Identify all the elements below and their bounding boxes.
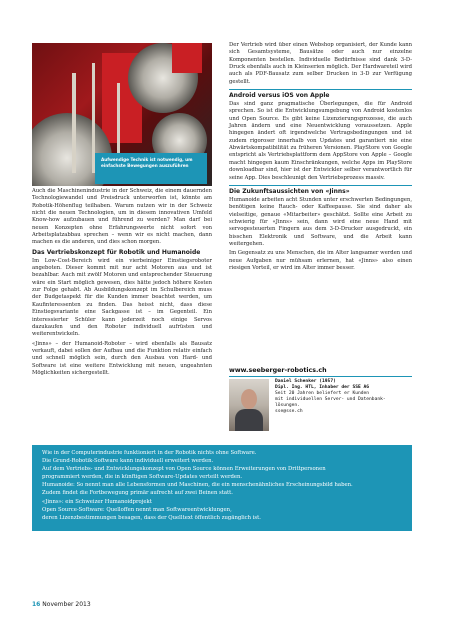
author-bio xyxy=(275,379,410,416)
page-number: 16 xyxy=(32,601,41,608)
paragraph: Auch die Maschinenindustrie in der Schweiz, die einem dauernden Technologiewandel und Preisdruck unterworfen ist, könnte am Robotik-Höhenflug teilhaben. Warum nutzen wir in der Schweiz nicht die neuen Technologien, um in diesem innovativen Umfeld Know-how aufzubauen und führend zu werden? Man darf bei neuen Konzepten ohne Erfahrungswerte nicht sofort von Arbeitsplatzabbau sprechen – wenn wir es nicht machen, dann machen es die anderen, und dies schon morgen. xyxy=(32,188,212,246)
author-title: Dipl. Ing. HTL, Inhaber der SSE AG xyxy=(275,385,370,391)
company-url[interactable]: www.seeberger-robotics.ch xyxy=(229,367,327,374)
author-bio-line: lösungen. xyxy=(275,403,300,409)
divider xyxy=(229,376,412,377)
summary-box xyxy=(32,445,412,531)
issue-date: November 2013 xyxy=(42,601,91,608)
author-bio-line: Seit 20 Jahren beliefert er Kunden xyxy=(275,391,370,397)
summary-line: Zudem findet die Fortbewegung primär aufrecht auf zwei Beinen statt. xyxy=(42,490,233,497)
author-bio-line: mit individuellen Server- und Datenbank- xyxy=(275,397,386,403)
author-email[interactable]: sse@sse.ch xyxy=(275,409,303,415)
paragraph: Der Vertrieb wird über einen Webshop organisiert, der Kunde kann sich Gesamtsysteme, Bausätze oder auch nur einzelne Komponenten bestellen. Individuelle Bedürfnisse sind dank 3-D-Druck ebenfalls auch in Kleinserien möglich. Der Hardwareteil wird auch als PDF-Bausatz zum selber Drucken in 3-D zur Verfügung gestellt. xyxy=(229,42,412,85)
paragraph: Humanoide arbeiten acht Stunden unter erschwerten Bedingungen, benötigen keine Rauch- oder Kaffeepause. Sie sind daher als vielseitige, genaue «Mitarbeiter» geschätzt. Sollte eine Arbeit zu schwierig für «Jinns» sein, dann wird eine neue Hand mit servogesteuerten Fingern aus dem 3-D-Drucker ausgedruckt, ein bisschen Elektronik und Software, und die Arbeit kann weitergehen. xyxy=(229,196,412,247)
divider xyxy=(229,185,412,186)
summary-line: deren Lizenzbestimmungen besagen, dass der Quelltext öffentlich zugänglich ist. xyxy=(42,514,261,521)
author-name: Daniel Schenker (1957) xyxy=(275,379,336,384)
caption-line: einfachste Bewegungen auszuführen xyxy=(101,162,189,168)
summary-line: Humanoide: So nennt man alle Lebensformen und Maschinen, die ein menschenähnliches Erscheinungsbild haben. xyxy=(42,482,353,489)
paragraph: Im Gegensatz zu uns Menschen, die im Alter langsamer werden und neue Aufgaben nur mühsam erlernen, hat «Jinns» also einen riesigen Vorteil, er wird im Alter immer besser. xyxy=(229,250,412,271)
left-column xyxy=(32,188,212,379)
section-heading: Die Zukunftsaussichten von «Jinns» xyxy=(229,187,350,195)
author-portrait xyxy=(229,379,269,431)
author-box xyxy=(229,367,412,435)
photo-caption xyxy=(95,153,207,184)
paragraph: «Jinns» – der Humanoid-Roboter – wird ebenfalls als Bausatz verkauft, dabei sollen der Aufbau und die Funktion relativ einfach und schnell möglich sein, durch den Ausbau von Hard- und Software ist eine weitere Entwicklung mit neuen, ungeahnten Möglichkeiten sichergestellt. xyxy=(32,340,212,376)
section-heading: Das Vertriebskonzept für Robotik und Humanoide xyxy=(32,248,201,256)
summary-line: Wie in der Computerindustrie funktioniert in der Robotik nichts ohne Software. xyxy=(42,450,257,456)
summary-line: Open Source-Software: Quelloffen nennt man Softwareentwicklungen, xyxy=(42,506,232,513)
summary-line: programmiert werden, die in künftigen Software-Updates verteilt werden. xyxy=(42,474,243,481)
page-footer xyxy=(32,601,91,608)
section-heading: Android versus iOS von Apple xyxy=(229,92,330,100)
summary-line: «Jinns»: ein Schweizer Humanoidprojekt xyxy=(42,498,152,505)
summary-line: Auf dem Vertriebs- und Entwicklungskonzept von Open Source können Erweiterungen von Drittpersonen xyxy=(42,466,326,473)
paragraph: Das sind ganz pragmatische Überlegungen, die für Android sprechen. So ist die Entwicklungsumgebung von Android kostenlos und Open Source. Es gibt keine Lizenzierungsprozesse, die auch Jahren ändern und eine Neuentwicklung voraussetzen. Apple hingegen ändert oft irgendwelche Vertragsbedingungen und ist zudem rigoroser innerhalb von Updates und garantiert nie eine Abwärtskompatibilität zu früheren Versionen. PlayStore von Google entspricht als Vertriebsplattform dem AppStore von Apple – Google macht hingegen kaum Einschränkungen, welche Apps im PlayStore downloadbar sind, hier ist der Entwickler selber verantwortlich für seine App. Dies beschleunigt den Vertriebsprozess massiv. xyxy=(229,101,412,181)
summary-line: Die Grund-Robotik-Software kann individuell erweitert werden. xyxy=(42,458,214,465)
divider xyxy=(229,89,412,90)
right-column xyxy=(229,42,412,274)
caption-line: Aufwendige Technik ist notwendig, um xyxy=(101,157,193,162)
paragraph: Im Low-Cost-Bereich wird ein vierbeiniger Einstiegsroboter angeboten. Dieser kommt mit nur acht Motoren aus und ist bezahlbar. Auch mit zwölf Motoren und entsprechender Steuerung wäre ein Start möglich gewesen, dies hätte jedoch höhere Kosten zur Folge gehabt. Ab Ausbildungskonzept im Schulbereich muss der Budgetaspekt für die Kunden immer beachtet werden, um Kaufinteressenten zu finden. Das heisst nicht, dass diese Einstiegsvariante eine Sackgasse ist – im Gegenteil. Ein interessierter Schüler kann jederzeit noch einige Servos dazukaufen und den Roboter individuell aufrüsten und weiterentwickeln. xyxy=(32,257,212,338)
